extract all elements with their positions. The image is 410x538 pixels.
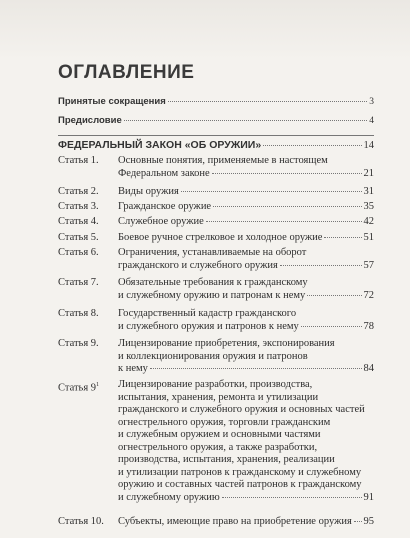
article-number-superscript: 1	[96, 382, 100, 388]
toc-entry-label: Предисловие	[58, 115, 122, 126]
article-title-line	[118, 492, 374, 505]
toc-entry-article[interactable]	[58, 216, 374, 229]
dot-leader	[168, 101, 367, 102]
article-title-text: Федеральном законе	[118, 167, 210, 179]
article-title-text: и утилизации патронов к гражданскому и служебному	[118, 466, 362, 478]
article-title-text: Государственный кадастр гражданского	[118, 308, 297, 319]
article-title	[118, 247, 374, 272]
article-title-line	[118, 201, 374, 214]
article-title-line	[118, 516, 374, 529]
article-title-text: Боевое ручное стрелковое и холодное оружие	[118, 232, 323, 243]
article-title-text: Основные понятия, применяемые в настоящем	[118, 155, 328, 166]
dot-leader	[206, 221, 362, 222]
article-title-line	[118, 168, 374, 181]
article-number: Статья 7.	[58, 277, 99, 288]
article-title-text: оружию и составных частей патронов к гражданскому	[118, 479, 362, 490]
toc-entry-article[interactable]	[58, 308, 374, 333]
article-title-text: и служебного оружия и патронов к нему	[118, 320, 299, 332]
article-title-line	[118, 379, 374, 392]
toc-entry-page: 31	[363, 186, 374, 197]
article-title-line	[118, 260, 374, 273]
dot-leader	[181, 191, 362, 192]
dot-leader	[354, 521, 362, 522]
dot-leader	[150, 368, 362, 369]
article-title-text: и служебному оружию	[118, 491, 220, 503]
article-title-text: Служебное оружие	[118, 216, 204, 227]
toc-entry-abbreviations[interactable]	[58, 96, 374, 107]
article-title-text: Виды оружия	[118, 186, 179, 197]
toc-entry-article[interactable]	[58, 379, 374, 504]
section-divider	[58, 135, 374, 136]
dot-leader	[124, 120, 368, 121]
article-title-line	[118, 442, 374, 455]
article-title-line	[118, 363, 374, 376]
page-title: ОГЛАВЛЕНИЕ	[58, 62, 195, 83]
article-title-line	[118, 392, 374, 405]
article-title-text: испытания, хранения, ремонта и утилизации	[118, 391, 319, 403]
article-title-line	[118, 277, 374, 290]
toc-entry-page: 91	[363, 491, 374, 503]
article-title-line	[118, 290, 374, 303]
article-title-text: Обязательные требования к гражданскому	[118, 277, 308, 288]
toc-entry-page: 3	[369, 97, 374, 107]
toc-entry-article[interactable]	[58, 201, 374, 214]
article-title	[118, 379, 374, 504]
article-title-line	[118, 351, 374, 364]
article-number: Статья 6.	[58, 247, 99, 258]
toc-entry-page: 4	[369, 116, 374, 126]
article-title-text: к нему	[118, 363, 148, 374]
toc-entry-page: 51	[363, 232, 374, 243]
article-title-line	[118, 186, 374, 199]
article-title	[118, 516, 374, 529]
article-title-text: Ограничения, устанавливаемые на оборот	[118, 247, 307, 258]
article-number: Статья 1.	[58, 155, 99, 166]
toc-entry-page: 14	[363, 140, 374, 151]
article-number: Статья 3.	[58, 201, 99, 212]
toc-entry-page: 35	[363, 201, 374, 212]
article-title-line	[118, 216, 374, 229]
toc-entry-article[interactable]	[58, 155, 374, 180]
article-title-text: огнестрельного оружия, торговли гражданским	[118, 416, 331, 428]
article-title	[118, 216, 374, 229]
article-title-line	[118, 429, 374, 442]
article-number: Статья 9.	[58, 338, 99, 349]
article-title-line	[118, 404, 374, 417]
toc-entry-page: 57	[363, 259, 374, 271]
article-number: Статья 8.	[58, 308, 99, 319]
previous-page-bleed	[0, 0, 410, 60]
article-title-line	[118, 232, 374, 245]
dot-leader	[212, 173, 362, 174]
article-title-line	[118, 338, 374, 351]
article-title-text: Лицензирование приобретения, экспонирования	[118, 338, 335, 349]
law-title: ФЕДЕРАЛЬНЫЙ ЗАКОН «ОБ ОРУЖИИ»	[58, 139, 262, 151]
article-title	[118, 338, 374, 376]
article-title-text: гражданского и служебного оружия	[118, 259, 278, 271]
dot-leader	[280, 265, 362, 266]
toc-entry-page: 95	[363, 516, 374, 527]
article-title-text: Лицензирование разработки, производства,	[118, 379, 313, 390]
toc-entry-article[interactable]	[58, 338, 374, 376]
toc-entry-article[interactable]	[58, 277, 374, 302]
dot-leader	[324, 237, 361, 238]
toc-entry-page: 72	[363, 289, 374, 301]
dot-leader	[222, 497, 362, 498]
article-title-text: и коллекционирования оружия и патронов	[118, 350, 308, 362]
article-title-text: производства, испытания, хранения, реализации	[118, 454, 335, 465]
toc-entry-article[interactable]	[58, 186, 374, 199]
article-title	[118, 308, 374, 333]
article-title	[118, 186, 374, 199]
article-title-text: огнестрельного оружия, а также разработки,	[118, 441, 318, 453]
toc-entry-article[interactable]	[58, 247, 374, 272]
article-number: Статья 5.	[58, 232, 99, 243]
toc-entry-law[interactable]	[58, 139, 374, 151]
article-title	[118, 155, 374, 180]
article-title-line	[118, 247, 374, 260]
article-title-line	[118, 467, 374, 480]
article-title-line	[118, 454, 374, 467]
article-title	[118, 232, 374, 245]
dot-leader	[307, 295, 361, 296]
article-number: Статья $9^1$	[58, 382, 100, 394]
article-title-text: гражданского и служебного оружия и основных частей	[118, 404, 365, 415]
article-title-text: и служебным оружием и основными частями	[118, 429, 321, 440]
toc-entry-page: 78	[363, 320, 374, 332]
toc-entry-preface[interactable]	[58, 115, 374, 126]
dot-leader	[213, 206, 361, 207]
article-title-text: и служебному оружию и патронам к нему	[118, 289, 306, 301]
toc-entry-article[interactable]	[58, 516, 374, 529]
toc-entry-label: Принятые сокращения	[58, 96, 166, 107]
toc-entry-page: 84	[363, 363, 374, 374]
article-title	[118, 277, 374, 302]
toc-entry-page: 42	[363, 216, 374, 227]
article-title-line	[118, 417, 374, 430]
article-title	[118, 201, 374, 214]
article-title-text: Субъекты, имеющие право на приобретение оружия	[118, 516, 352, 527]
article-number: Статья 4.	[58, 216, 99, 227]
article-title-line	[118, 155, 374, 168]
toc-entry-article[interactable]	[58, 232, 374, 245]
article-title-line	[118, 479, 374, 492]
article-title-line	[118, 308, 374, 321]
article-number: Статья 10.	[58, 516, 104, 527]
article-title-text: Гражданское оружие	[118, 201, 212, 212]
article-number: Статья 2.	[58, 186, 99, 197]
article-title-line	[118, 321, 374, 334]
dot-leader	[263, 145, 361, 146]
dot-leader	[301, 326, 362, 327]
toc-entry-page: 21	[363, 167, 374, 179]
